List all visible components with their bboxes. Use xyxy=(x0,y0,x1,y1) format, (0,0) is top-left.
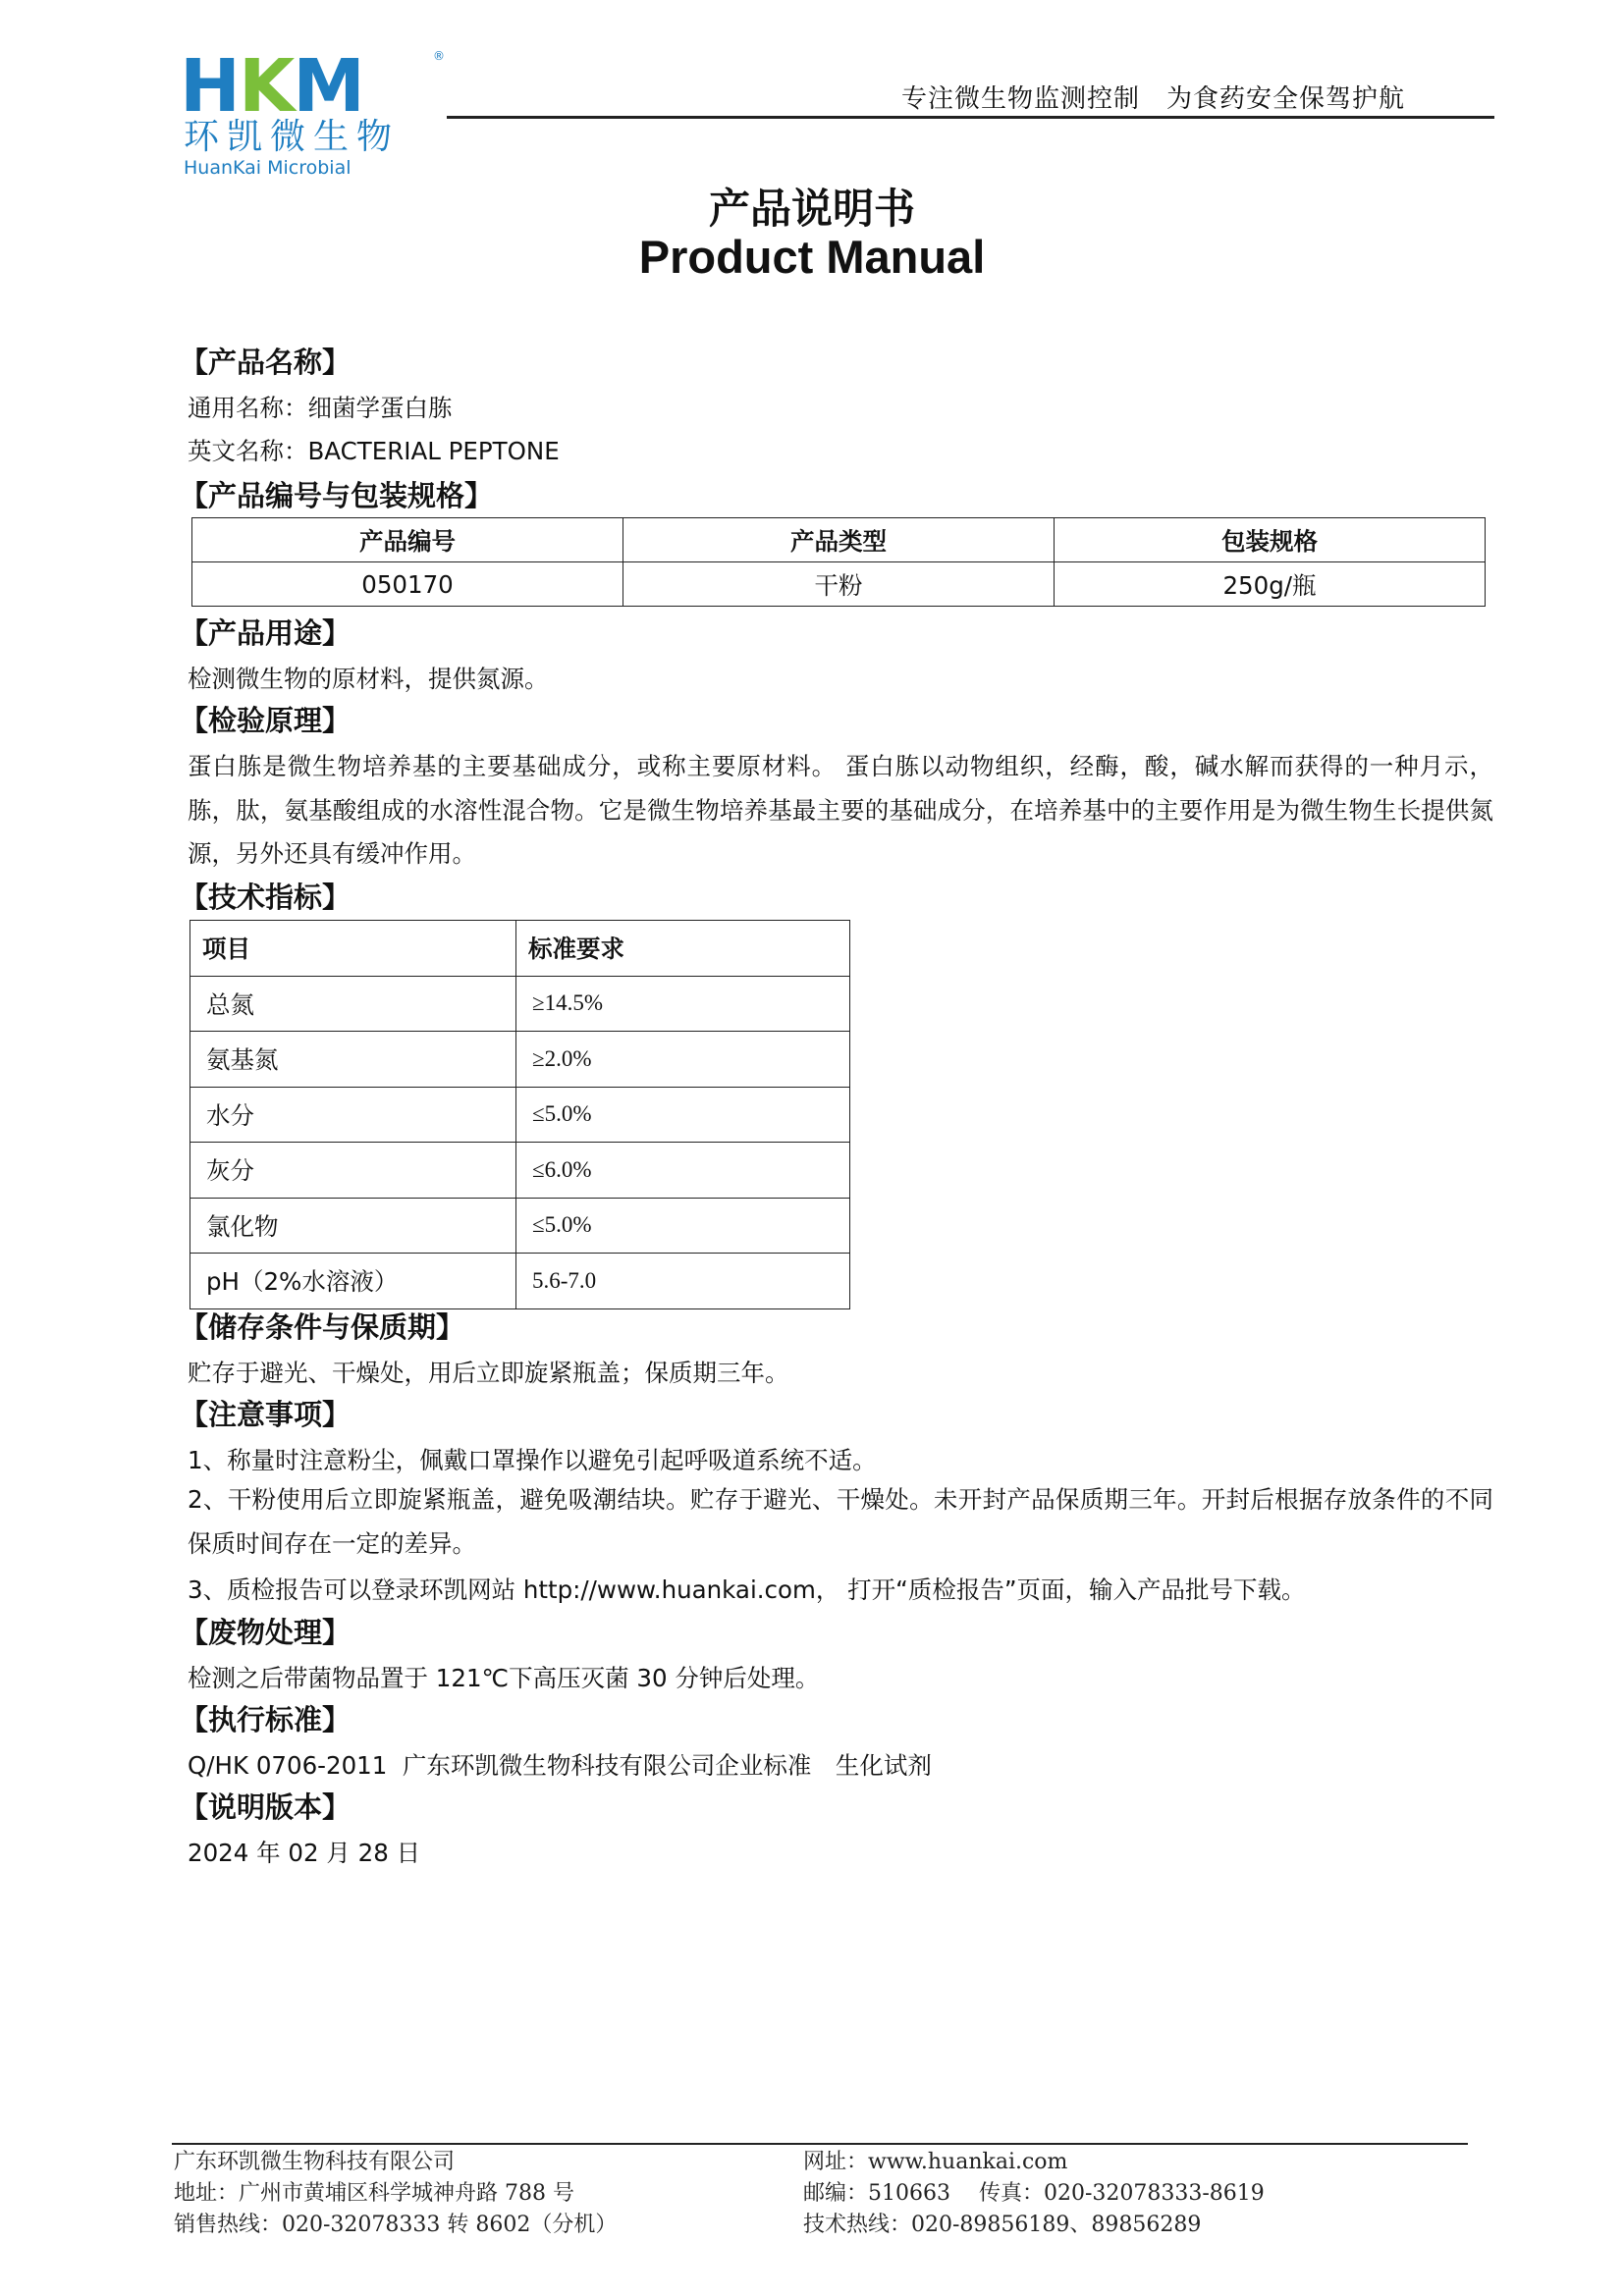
version-date: 2024 年 02 月 28 日 xyxy=(188,1839,421,1867)
section-heading-storage: 【储存条件与保质期】 xyxy=(180,1310,465,1344)
spec-item: 氯化物 xyxy=(190,1198,516,1254)
table-row xyxy=(190,1032,850,1088)
header-cell: 产品编号 xyxy=(192,518,623,562)
section-heading-version: 【说明版本】 xyxy=(180,1790,352,1824)
footer-postal-fax: 邮编：510663 传真：020-32078333-8619 xyxy=(803,2181,1265,2206)
header-slogan: 专注微生物监测控制 为食药安全保驾护航 xyxy=(901,84,1406,114)
note-item-3: 3、质检报告可以登录环凯网站 http://www.huankai.com， 打开“质检报告”页面，输入产品批号下载。 xyxy=(188,1575,1306,1604)
footer-address: 地址：广州市黄埔区科学城神舟路 788 号 xyxy=(174,2181,574,2206)
footer-tech-hotline: 技术热线：020-89856189、89856289 xyxy=(803,2213,1202,2237)
spec-item: 总氮 xyxy=(190,976,516,1032)
logo-chinese-name: 环凯微生物 xyxy=(184,117,401,157)
header-cell: 项目 xyxy=(190,921,516,977)
spec-value: ≥2.0% xyxy=(516,1032,850,1088)
company-logo xyxy=(180,44,445,179)
logo-mark: HKM xyxy=(180,44,363,129)
footer-website: 网址：www.huankai.com xyxy=(803,2150,1068,2174)
section-heading-principle: 【检验原理】 xyxy=(180,704,352,737)
spec-value: ≤6.0% xyxy=(516,1143,850,1199)
product-code-cell: 050170 xyxy=(192,562,623,607)
note-item-1: 1、称量时注意粉尘，佩戴口罩操作以避免引起呼吸道系统不适。 xyxy=(188,1446,877,1474)
table-row xyxy=(190,1254,850,1309)
section-heading-waste: 【废物处理】 xyxy=(180,1616,352,1649)
spec-value: 5.6-7.0 xyxy=(516,1254,850,1309)
spec-item: 氨基氮 xyxy=(190,1032,516,1088)
header-cell: 产品类型 xyxy=(623,518,1055,562)
product-code-table xyxy=(191,517,1486,607)
spec-item: 水分 xyxy=(190,1087,516,1143)
product-type-cell: 干粉 xyxy=(623,562,1055,607)
note-item-2: 2、干粉使用后立即旋紧瓶盖，避免吸潮结块。贮存于避光、干燥处。未开封产品保质期三年。开封后根据存放条件的不同保质时间存在一定的差异。 xyxy=(188,1485,1493,1558)
section-heading-spec: 【技术指标】 xyxy=(180,881,352,914)
section-heading-standard: 【执行标准】 xyxy=(180,1703,352,1736)
header-divider xyxy=(447,116,1494,119)
page-title-chinese: 产品说明书 xyxy=(708,185,915,233)
table-header-row xyxy=(192,518,1486,562)
table-row xyxy=(190,1087,850,1143)
table-row xyxy=(190,976,850,1032)
standard-text: Q/HK 0706-2011 广东环凯微生物科技有限公司企业标准 生化试剂 xyxy=(188,1751,932,1780)
footer-divider xyxy=(172,2143,1468,2145)
spec-value: ≤5.0% xyxy=(516,1087,850,1143)
header-cell: 标准要求 xyxy=(516,921,850,977)
waste-text: 检测之后带菌物品置于 121℃下高压灭菌 30 分钟后处理。 xyxy=(188,1664,820,1692)
spec-item: 灰分 xyxy=(190,1143,516,1199)
table-row xyxy=(192,562,1486,607)
section-heading-product-name: 【产品名称】 xyxy=(180,346,352,379)
principle-text: 蛋白胨是微生物培养基的主要基础成分，或称主要原材料。 蛋白胨以动物组织，经酶，酸，碱水解而获得的一种月示，胨，肽，氨基酸组成的水溶性混合物。它是微生物培养基最主要的基础成分，在培养基中的主要作用是为微生物生长提供氮源，另外还具有缓冲作用。 xyxy=(188,752,1493,868)
english-name: 英文名称：BACTERIAL PEPTONE xyxy=(188,437,560,465)
package-spec-cell: 250g/瓶 xyxy=(1055,562,1486,607)
registered-mark: ® xyxy=(433,49,445,63)
footer-sales-hotline: 销售热线：020-32078333 转 8602（分机） xyxy=(174,2213,618,2237)
section-heading-notes: 【注意事项】 xyxy=(180,1398,352,1431)
usage-text: 检测微生物的原材料，提供氮源。 xyxy=(188,665,549,693)
section-heading-code-package: 【产品编号与包装规格】 xyxy=(180,479,494,512)
table-row xyxy=(190,1198,850,1254)
spec-item: pH（2%水溶液） xyxy=(190,1254,516,1309)
table-row xyxy=(190,1143,850,1199)
storage-text: 贮存于避光、干燥处，用后立即旋紧瓶盖；保质期三年。 xyxy=(188,1359,789,1387)
footer-company: 广东环凯微生物科技有限公司 xyxy=(174,2150,456,2174)
generic-name: 通用名称：细菌学蛋白胨 xyxy=(188,394,453,422)
spec-value: ≤5.0% xyxy=(516,1198,850,1254)
spec-value: ≥14.5% xyxy=(516,976,850,1032)
spec-table xyxy=(189,920,850,1309)
table-header-row xyxy=(190,921,850,977)
logo-english-name: HuanKai Microbial xyxy=(184,157,352,179)
section-heading-usage: 【产品用途】 xyxy=(180,616,352,650)
page-title-english: Product Manual xyxy=(638,231,986,283)
header-cell: 包装规格 xyxy=(1055,518,1486,562)
